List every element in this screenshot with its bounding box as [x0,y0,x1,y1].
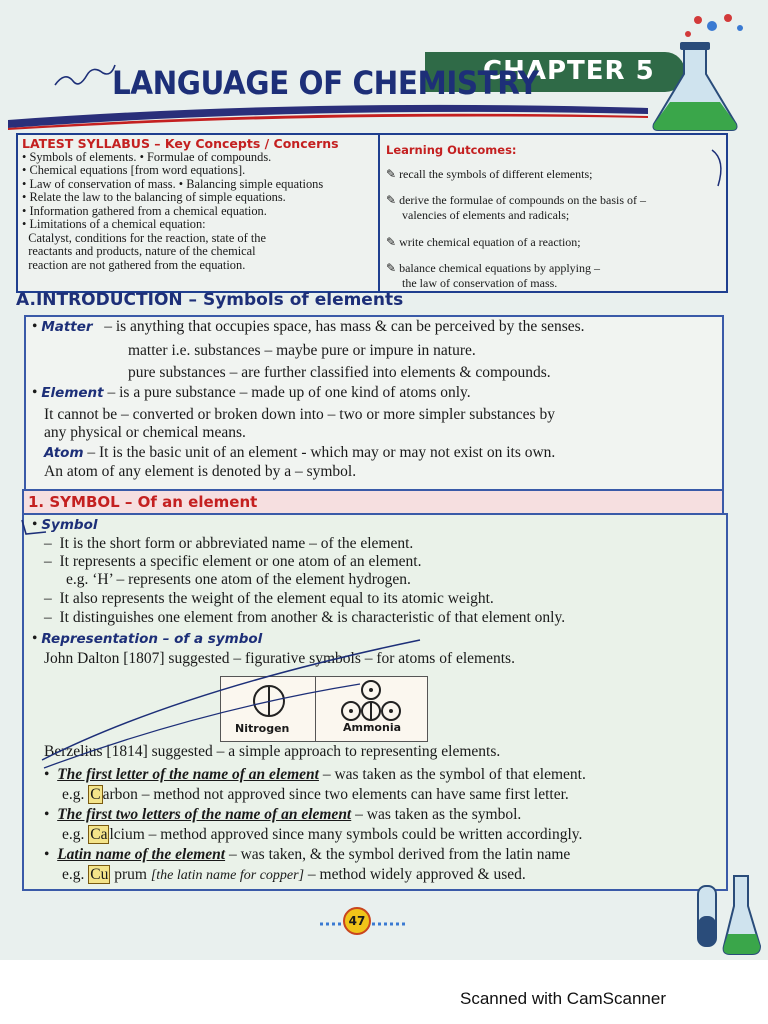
test-tube-icon [690,866,762,956]
dalton-line: John Dalton [1807] suggested – figurative symbols – for atoms of elements. [44,650,515,667]
syllabus-line: • Chemical equations [from word equations]. [22,163,246,177]
syllabus-heading: LATEST SYLLABUS – Key Concepts / Concerns [22,136,339,151]
element-line: It cannot be – converted or broken down into – two or more simpler substances by [44,406,555,423]
symbol-point: – It also represents the weight of the element equal to its atomic weight. [44,590,494,607]
outcome-item: the law of conservation of mass. [402,276,558,290]
symbol-point: – It is the short form or abbreviated name – of the element. [44,535,414,552]
outcome-item: ✎ balance chemical equations by applying – [386,261,600,275]
matter-line: pure substances – are further classified into elements & compounds. [128,364,551,381]
page-number-right-dots [372,922,406,926]
pencil-icon: ✎ [386,193,397,207]
section-a-heading: A.INTRODUCTION – Symbols of elements [16,290,404,310]
syllabus-line: • Limitations of a chemical equation: [22,217,206,231]
pencil-icon: ✎ [386,235,397,249]
example-carbon: e.g. C arbon – method not approved since two elements can have same first letter. [62,786,569,803]
page-number: 47 [343,907,371,935]
syllabus-line: • Relate the law to the balancing of simple equations. [22,190,286,204]
element-line: • Element – is a pure substance – made up of one kind of atoms only. [32,384,471,401]
syllabus-line: • Symbols of elements. • Formulae of compounds. [22,149,272,164]
outcome-item: ✎ derive the formulae of compounds on the basis of – [386,193,646,207]
figure-label-ammonia: Ammonia [343,721,402,734]
syllabus-line: reaction are not gathered from the equation. [28,257,246,272]
rule-first-two-letters: • The first two letters of the name of an element – was taken as the symbol. [44,806,522,823]
scanner-footer: Scanned with CamScanner [460,989,667,1008]
syllabus-line: • Law of conservation of mass. • Balancing simple equations [22,176,324,191]
outcomes-heading: Learning Outcomes: [386,143,517,157]
matter-line: • Matter – is anything that occupies space, has mass & can be perceived by the senses. [32,318,585,335]
section-1-heading: 1. SYMBOL – Of an element [22,489,724,513]
symbol-point: – It distinguishes one element from another & is characteristic of that element only. [44,609,566,626]
berzelius-line: Berzelius [1814] suggested – a simple approach to representing elements. [44,743,501,760]
example-copper: e.g. Cu prum [the latin name for copper] – method widely approved & used. [62,866,526,883]
symbol-example: e.g. ‘H’ – represents one atom of the element hydrogen. [66,571,411,588]
atom-line: An atom of any element is denoted by a – symbol. [44,463,357,480]
syllabus-line: Catalyst, conditions for the reaction, state of the [28,230,266,245]
syllabus-line: reactants and products, nature of the chemical [28,244,256,258]
syllabus-line: • Information gathered from a chemical equation. [22,203,267,218]
chapter-label: CHAPTER 5 [483,56,655,86]
rule-first-letter: • The first letter of the name of an element – was taken as the symbol of that element. [44,766,586,783]
outcome-item: ✎ recall the symbols of different elements; [386,167,593,181]
page-title: LANGUAGE OF CHEMISTRY [112,64,539,102]
pencil-icon: ✎ [386,167,397,181]
matter-line: matter i.e. substances – maybe pure or impure in nature. [128,342,476,359]
example-calcium: e.g. Ca lcium – method approved since many symbols could be written accordingly. [62,826,583,843]
symbol-label-line: • Symbol [32,516,98,533]
pencil-icon: ✎ [386,261,397,275]
figure-label-nitrogen: Nitrogen [235,722,290,735]
atom-line: Atom – It is the basic unit of an element - which may or may not exist on its own. [44,444,556,461]
outcome-item: valencies of elements and radicals; [402,208,570,222]
symbol-point: – It represents a specific element or one atom of an element. [44,553,422,570]
rule-latin-name: • Latin name of the element – was taken, & the symbol derived from the latin name [44,846,571,863]
representation-heading: • Representation – of a symbol [32,630,263,647]
element-line: any physical or chemical means. [44,424,246,441]
outcome-item: ✎ write chemical equation of a reaction; [386,235,581,249]
